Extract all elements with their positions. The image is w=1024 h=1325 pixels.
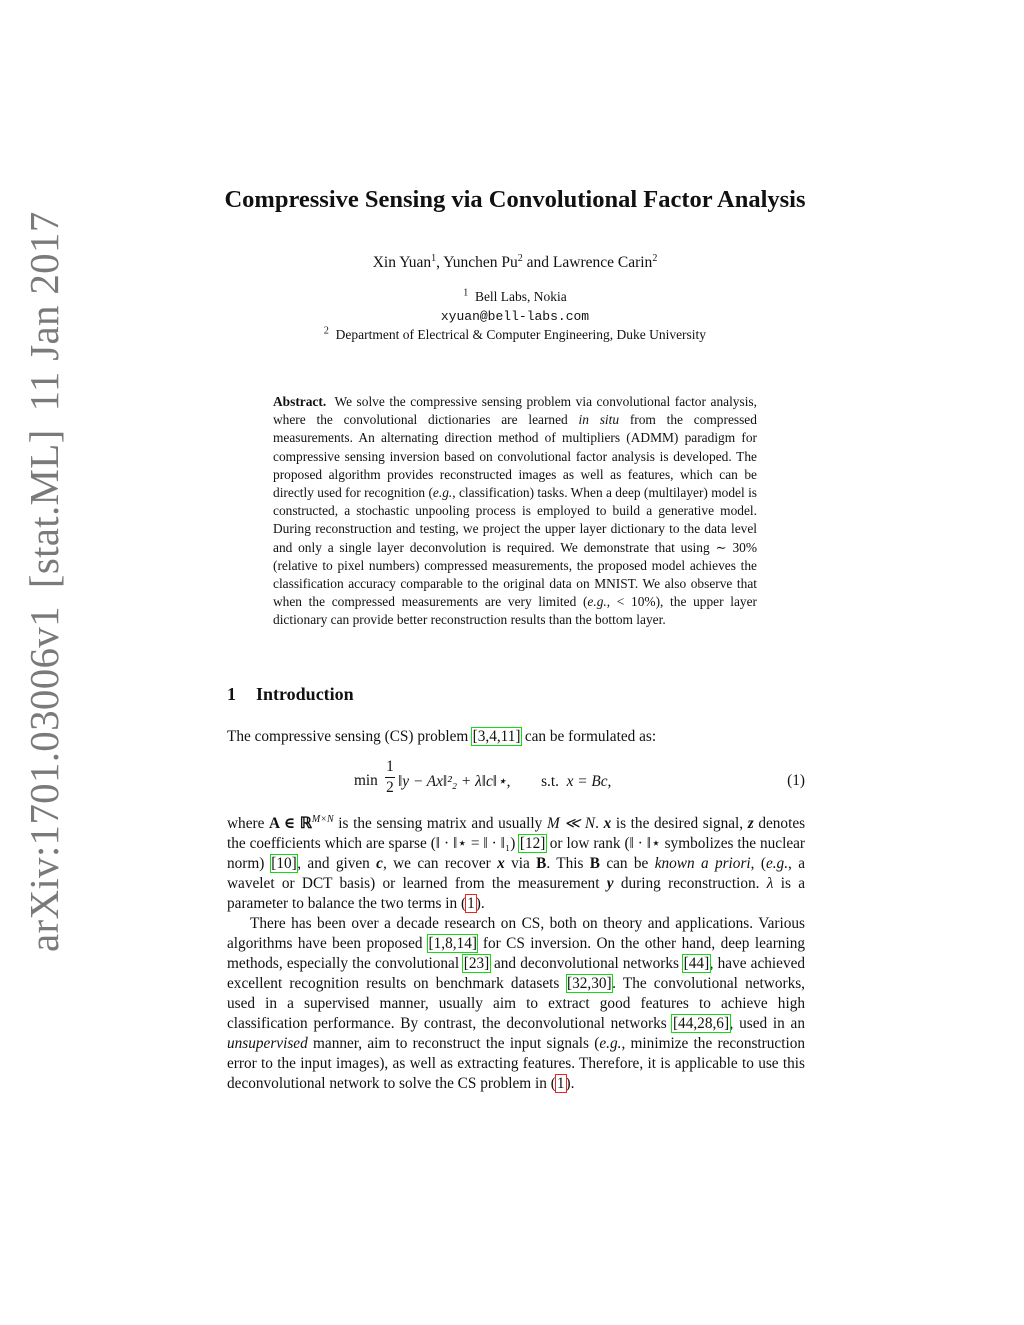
citation-link[interactable]: [44]: [683, 955, 710, 972]
equation-subject-to: s.t.: [541, 773, 559, 790]
math-symbol: c: [376, 855, 383, 872]
section-title: Introduction: [256, 684, 354, 704]
author-name: Yunchen Pu: [443, 254, 518, 271]
abstract: [273, 393, 757, 630]
paragraph-2: [227, 914, 805, 1094]
body-text: ).: [475, 895, 485, 912]
body-text: , and given: [297, 855, 370, 872]
equation-min-operator: min: [354, 772, 378, 789]
math-superscript: M×N: [311, 813, 334, 825]
body-text: The compressive sensing (CS) problem: [227, 728, 469, 745]
arxiv-date: 11 Jan 2017: [21, 211, 67, 412]
equation-number: (1): [787, 772, 805, 789]
abstract-emphasis: e.g.: [587, 594, 607, 610]
body-text: is the desired signal,: [615, 815, 744, 832]
section-heading: [227, 684, 354, 705]
abstract-math: ∼ 30%: [715, 539, 757, 555]
citation-link[interactable]: [1,8,14]: [428, 935, 477, 952]
citation-link[interactable]: [44,28,6]: [672, 1015, 730, 1032]
body-text: . The convolutional networks, used in a supervised manner, usually aim to extract good features to achieve high classification performance. By contrast, the deconvolutional networks: [227, 975, 805, 1032]
abstract-text: from the compressed measurements. An alternating direction method of multipliers (ADMM) paradigm for compressive sensing inversion based on convolutional factor analysis is developed. The proposed algorithm provides reconstructed images as well as features, which can be directly used for recognition (: [273, 412, 757, 501]
abstract-math: , < 10%: [606, 594, 656, 610]
fraction-bar: [385, 777, 395, 778]
author-separator: and: [522, 254, 553, 271]
author-name: Xin Yuan: [372, 254, 432, 271]
equation-reference-link[interactable]: 1: [556, 1075, 565, 1092]
body-text: or low rank (‖ · ‖⋆ symbolizes the nuclear norm): [227, 835, 805, 872]
abstract-text: We solve the compressive sensing problem via convolutional factor analysis, where the convolutional dictionaries are learned: [273, 394, 757, 428]
math-symbol: y: [606, 875, 614, 892]
body-emphasis: known a priori: [654, 855, 751, 872]
author-separator: ,: [436, 254, 444, 271]
body-text: and deconvolutional networks: [493, 955, 679, 972]
math-symbol: B: [589, 855, 600, 872]
citation-link[interactable]: [23]: [463, 955, 490, 972]
intro-lead-paragraph: [227, 727, 805, 747]
abstract-emphasis: e.g.: [432, 485, 453, 501]
affiliation-text: Department of Electrical & Computer Engineering, Duke University: [335, 327, 707, 342]
affiliation-2: [120, 327, 910, 343]
body-text: is the sensing matrix and usually: [338, 815, 543, 832]
math-symbol: A ∈ ℝ: [269, 815, 312, 832]
body-text: is a parameter to balance the two terms in (: [227, 875, 806, 912]
body-text: can be: [606, 855, 649, 872]
affiliation-number: 2: [323, 325, 329, 337]
author-affiliation-mark: 2: [517, 252, 523, 264]
affiliation-1: [120, 289, 910, 305]
body-emphasis: e.g.: [599, 1035, 622, 1052]
abstract-text: ), the upper layer dictionary can provide better reconstruction results than the bottom layer.: [273, 594, 757, 628]
equation-objective: ‖y − Ax‖²₂ + λ‖c‖⋆,: [398, 773, 511, 790]
paper-title: Compressive Sensing via Convolutional Factor Analysis: [224, 186, 806, 213]
arxiv-id: arXiv:1701.03006v1: [21, 606, 67, 952]
equation-expression: [398, 772, 611, 791]
arxiv-stamp-text: [20, 211, 68, 952]
author-affiliation-mark: 2: [652, 252, 658, 264]
body-text: where: [227, 815, 265, 832]
fraction-denominator: 2: [386, 779, 394, 796]
equation-1: [227, 758, 805, 804]
math-symbol: λ: [766, 875, 774, 892]
paragraph-1: [227, 814, 805, 914]
author-name: Lawrence Carin: [552, 254, 653, 271]
citation-link[interactable]: [32,30]: [567, 975, 612, 992]
section-number: 1: [227, 684, 236, 704]
equation-reference-link[interactable]: 1: [467, 895, 475, 912]
body-emphasis: unsupervised: [227, 1035, 308, 1052]
body-text: , (: [750, 855, 766, 872]
body-text: There has been over a decade research on CS, both on theory and applications. Various algorithms have been proposed: [227, 915, 805, 952]
body-text: ).: [565, 1075, 575, 1092]
citation-link[interactable]: [12]: [519, 835, 546, 852]
math-symbol: x: [497, 855, 505, 872]
body-text: , a wavelet or DCT basis) or learned from the measurement: [227, 855, 805, 892]
body-text: denotes the coefficients which are sparse (‖ · ‖⋆ = ‖ · ‖₁): [227, 815, 806, 852]
body-text: during reconstruction.: [620, 875, 760, 892]
author-affiliation-mark: 1: [431, 252, 437, 264]
arxiv-category: [stat.ML]: [21, 429, 67, 589]
body-text: , used in an: [729, 1015, 805, 1032]
equation-constraint: x = Bc,: [566, 773, 612, 790]
citation-link[interactable]: [10]: [271, 855, 297, 872]
affiliation-text: Bell Labs, Nokia: [474, 289, 567, 304]
body-text: via: [511, 855, 530, 872]
citation-link[interactable]: [3,4,11]: [472, 728, 521, 745]
math-symbol: M ≪ N: [546, 815, 596, 832]
affiliation-number: 1: [463, 287, 469, 299]
body-emphasis: e.g.: [765, 855, 789, 872]
body-text: manner, aim to reconstruct the input signals (: [313, 1035, 600, 1052]
body-text: , have achieved excellent recognition results on benchmark datasets: [227, 955, 806, 992]
body-text: for CS inversion. On the other hand, deep learning methods, especially the convolutional: [227, 935, 806, 972]
body-text: , we can recover: [382, 855, 491, 872]
fraction-numerator: 1: [386, 758, 394, 775]
abstract-text: (relative to pixel numbers) compressed measurements, the proposed model achieves the classification accuracy comparable to the original data on MNIST. We also observe that when the compressed measurements are very limited (: [273, 557, 757, 610]
abstract-label: Abstract.: [273, 394, 327, 409]
body-text: . This: [546, 855, 584, 872]
abstract-emphasis: in situ: [578, 412, 620, 428]
author-list: [120, 254, 910, 272]
math-symbol: z: [747, 815, 754, 832]
body-text: , minimize the reconstruction error to the input images), as well as extracting features. Therefore, it is applicable to use this deconvolutional network to solve the CS problem in (: [227, 1035, 805, 1092]
body-text: can be formulated as:: [524, 728, 657, 745]
math-symbol: x: [603, 815, 612, 832]
math-symbol: B: [536, 855, 547, 872]
equation-fraction: [385, 758, 395, 797]
author-email[interactable]: xyuan@bell-labs.com: [440, 309, 590, 324]
body-text: .: [595, 815, 599, 832]
abstract-text: , classification) tasks. When a deep (multilayer) model is constructed, a stochastic unpooling process is employed to build a generative model. During reconstruction and testing, we project the upper layer dictionary to the data level and only a single layer deconvolution is required. We demonstrate that using: [273, 485, 757, 555]
